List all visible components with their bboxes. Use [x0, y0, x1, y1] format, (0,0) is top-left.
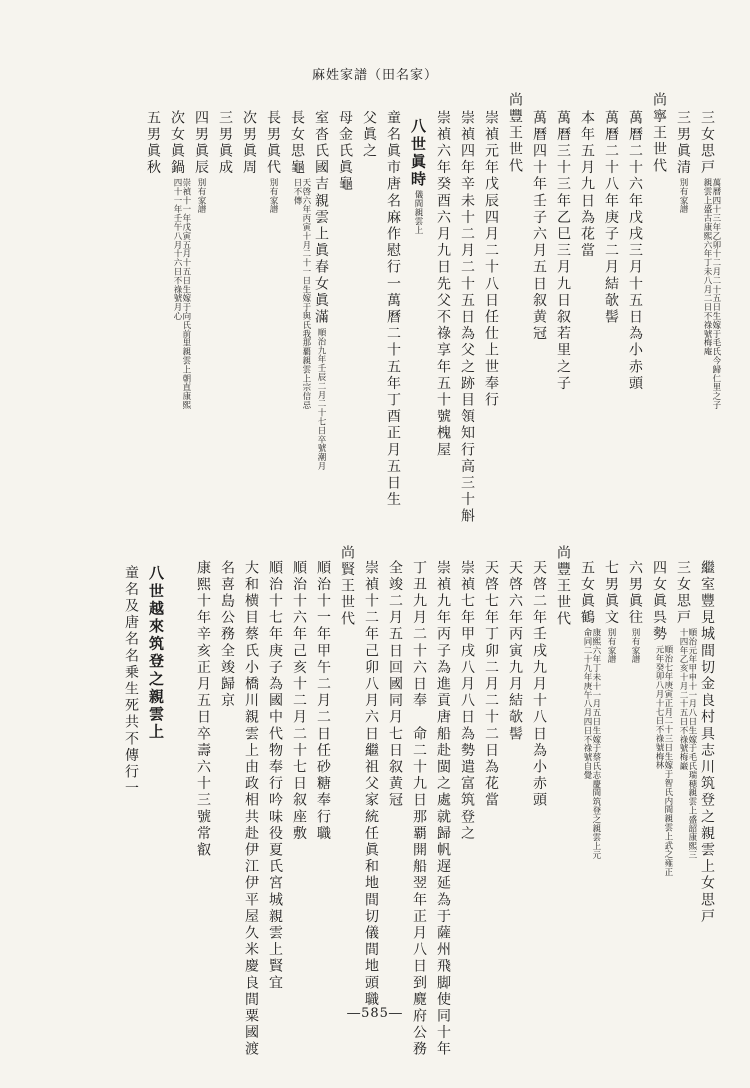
entry-main: 三女思戸	[699, 110, 715, 177]
genealogy-entry	[170, 110, 190, 420]
entry-main: 長男眞代	[265, 110, 281, 177]
generation-heading	[410, 118, 425, 237]
genealogy-entry: 萬曆二十八年庚子二月結欹髻	[603, 110, 619, 326]
genealogy-entry	[266, 110, 280, 216]
entry-main: 六男眞往	[627, 560, 643, 627]
entry-main: 室沓氏國吉親雲上眞春女眞滿	[313, 110, 329, 326]
genealogy-entry	[700, 110, 720, 420]
entry-annotation: 別有家譜	[268, 178, 278, 215]
genealogy-entry	[604, 560, 618, 666]
genealogy-entry: 次男眞周	[241, 110, 257, 177]
genealogy-entry: 康熙十年辛亥正月五日卒壽六十三號常叡	[195, 560, 211, 859]
genealogy-entry: 天啓二年壬戌九月十八日為小赤頭	[531, 560, 547, 809]
genealogy-entry	[194, 110, 208, 216]
genealogy-entry	[290, 110, 310, 420]
genealogy-entry	[676, 110, 690, 216]
entry-annotation: 順治七年庚寅正月二十三日生嫁于智氏内間親雲上武之雍正元年癸卯八月十七日不祿號梅林	[654, 645, 673, 877]
genealogy-entry: 三男眞成	[217, 110, 233, 177]
entry-main: 四女眞呉勢	[651, 560, 667, 643]
entry-annotation: 崇禎十一年戊寅五月十五日生嫁于向氏前里親雲上朝直康熙四十一年壬午八月十六日不祿號月心	[172, 178, 191, 410]
entry-annotation: 康熙六年丁未十一月五日生嫁于蔡氏志慶間筑登之親雲上元命同二十九年庚午八月四日不祿號自覺	[582, 628, 601, 860]
reign-heading: 尚賢王世代	[339, 545, 355, 628]
generation-heading: 八世越來筑登之親雲上	[147, 565, 165, 741]
entry-annotation: 別有家譜	[630, 628, 640, 665]
genealogy-entry: 童名眞市唐名麻作慰行一萬曆二十五年丁酉正月五日生	[385, 110, 401, 509]
page-title: 麻姓家譜（田名家）	[311, 68, 438, 83]
genealogy-entry: 母金氏眞龜	[337, 110, 353, 193]
genealogy-entry	[652, 560, 672, 887]
genealogy-entry	[314, 110, 328, 472]
genealogy-entry: 萬曆四十年壬子六月五日叙黄冠	[531, 110, 547, 343]
genealogy-entry	[580, 560, 600, 870]
entry-main: 七男眞文	[603, 560, 619, 627]
genealogy-entry: 父眞之	[361, 110, 377, 160]
entry-main: 三男眞清	[675, 110, 691, 177]
genealogy-entry	[628, 560, 642, 666]
entry-annotation: 順治元年甲申十一月八日生嫁于毛氏瑞穂親雲上盛韶康熙三十四年乙亥十月二十五日不祿號梅巌	[678, 628, 697, 860]
genealogy-entry: 順治十七年庚子為國中代物奉行吟味役夏氏宮城親雲上賢宜	[267, 560, 283, 992]
genealogy-entry: 天啓六年丙寅九月結欹髻	[507, 560, 523, 743]
entry-main: 五女眞鶴	[579, 560, 595, 627]
genealogy-entry: 大和横目蔡氏小橋川親雲上由政相共赴伊江伊平屋久米慶良間粟國渡	[243, 560, 259, 1058]
reign-heading: 尚豐王世代	[555, 545, 571, 628]
genealogy-entry: 萬曆二十六年戊戌三月十五日為小赤頭	[627, 110, 643, 393]
genealogy-entry	[676, 560, 696, 870]
entry-main: 長女思龜	[289, 110, 305, 177]
entry-main: 八世眞時	[409, 118, 427, 189]
entry-annotation: 順治九年壬辰二月二十七日卒號潮月	[316, 327, 326, 471]
entry-annotation: 天啓六年丙寅十月二十一日生嫁于與氏我那覇親雲上宗信忌日不傳	[292, 178, 311, 410]
entry-main: 次女眞鍋	[169, 110, 185, 177]
entry-main: 三女思戸	[675, 560, 691, 627]
entry-annotation: 儀間親雲上	[413, 190, 423, 235]
reign-heading: 尚豐王世代	[507, 92, 523, 175]
genealogy-entry: 順治十一年甲午二月二日任砂糖奉行職	[315, 560, 331, 843]
genealogy-entry: 順治十六年己亥十二月二十七日叙座敷	[291, 560, 307, 843]
reign-heading: 尚寧王世代	[651, 92, 667, 175]
genealogy-entry: 全竣二月五日回國同月七日叙黄冠	[387, 560, 403, 809]
genealogy-entry: 崇禎七年甲戌八月八日為勢遣富筑登之	[459, 560, 475, 843]
genealogy-entry: 名喜島公務全竣歸京	[219, 560, 235, 710]
genealogy-entry: 崇禎四年辛未十二月二十五日為父之跡目領知行高三十斛	[459, 110, 475, 525]
genealogy-entry: 五男眞秋	[145, 110, 161, 177]
genealogy-entry: 崇禎六年癸酉六月九日先父不祿享年五十號槐屋	[435, 110, 451, 459]
genealogy-entry: 本年五月九日為花當	[579, 110, 595, 260]
genealogy-entry: 萬曆三十三年乙巳三月九日叙若里之子	[555, 110, 571, 393]
genealogy-entry: 崇禎十二年己卯八月六日繼祖父家統任眞和地間切儀間地頭職	[363, 560, 379, 1009]
genealogy-entry: 崇禎九年丙子為進貢唐船赴閩之處就歸帆遅延為于薩州飛脚使同十年	[435, 560, 451, 1058]
genealogy-entry: 崇禎元年戊辰四月二十八日任仕上世奉行	[483, 110, 499, 409]
entry-annotation: 別有家譜	[196, 178, 206, 215]
entry-annotation: 萬曆四十三年乙卯十二月二十五日生嫁于毛氏今歸仁里之子親雲上盛古康熙六年丁未八月二日不祿號梅庵	[702, 178, 721, 410]
entry-annotation: 別有家譜	[606, 628, 616, 665]
entry-main: 四男眞辰	[193, 110, 209, 177]
entry-annotation: 別有家譜	[678, 178, 688, 215]
genealogy-entry: 丁丑九月二十六日奉 命二十九日那覇開船翌年正月八日到麑府公務	[411, 560, 427, 1058]
genealogy-entry: 童名及唐名名乗生死共不傳行一	[123, 565, 139, 798]
genealogy-entry: 天啓七年丁卯二月二十二日為花當	[483, 560, 499, 809]
page-number: ―585―	[347, 1006, 403, 1021]
genealogy-entry: 繼室豐見城間切金良村具志川筑登之親雲上女思戸	[699, 560, 715, 926]
